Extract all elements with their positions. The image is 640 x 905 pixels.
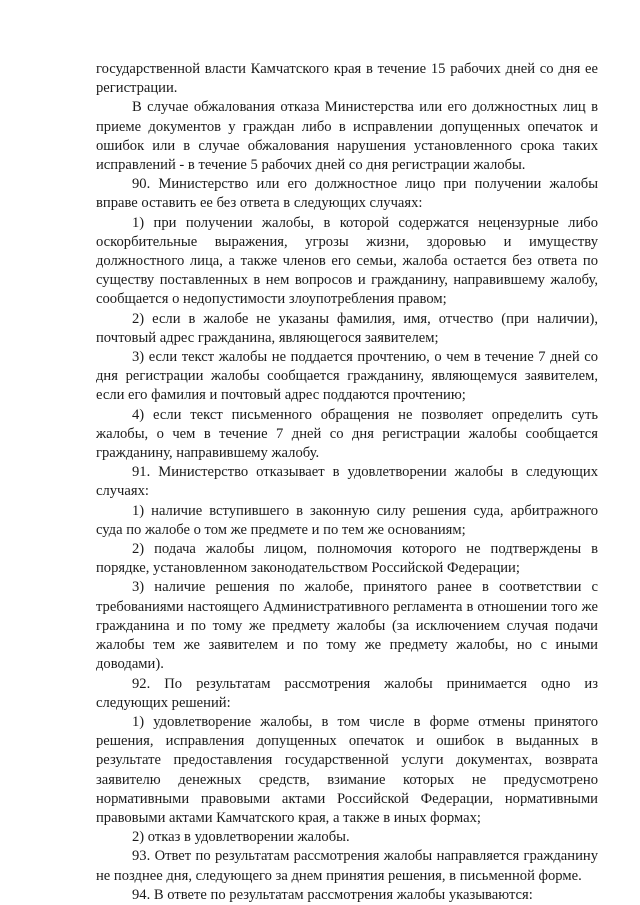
paragraph-91-intro: 91. Министерство отказывает в удовлетворении жалобы в следующих случаях: xyxy=(96,464,598,500)
paragraph-91-item-2: 2) подача жалобы лицом, полномочия которого не подтверждены в порядке, установленном законодательством Российской Федерации; xyxy=(96,541,598,577)
paragraph-92-intro: 92. По результатам рассмотрения жалобы принимается одно из следующих решений: xyxy=(96,675,598,711)
paragraph-90-item-1: 1) при получении жалобы, в которой содержатся нецензурные либо оскорбительные выражения, угрозы жизни, здоровью и имуществу должностного лица, а также членов его семьи, жалоба остается без ответа по существу поставленных в нем вопросов и гражданину, направившему жалобу, сообщается о недопустимости злоупотребления правом; xyxy=(96,214,598,308)
paragraph-regulation-deadline-continued: государственной власти Камчатского края в течение 15 рабочих дней со дня ее регистрации. xyxy=(96,61,598,97)
paragraph-appeal-refusal-deadline: В случае обжалования отказа Министерства или его должностных лиц в приеме документов у граждан либо в исправлении допущенных опечаток и ошибок или в случае обжалования нарушения установленного срока таких исправлений - в течение 5 рабочих дней со дня регистрации жалобы. xyxy=(96,99,598,174)
paragraph-94: 94. В ответе по результатам рассмотрения жалобы указываются: xyxy=(132,886,533,903)
paragraph-90-item-3: 3) если текст жалобы не поддается прочтению, о чем в течение 7 дней со дня регистрации жалобы сообщается гражданину, являющемуся заявителем, если его фамилия и почтовый адрес поддаются прочтению; xyxy=(96,349,598,404)
paragraph-92-item-2: 2) отказ в удовлетворении жалобы. xyxy=(132,829,350,846)
paragraph-90-item-2: 2) если в жалобе не указаны фамилия, имя, отчество (при наличии), почтовый адрес гражданина, являющегося заявителем; xyxy=(96,310,598,346)
paragraph-93: 93. Ответ по результатам рассмотрения жалобы направляется гражданину не позднее дня, следующего за днем принятия решения, в письменной форме. xyxy=(96,848,598,884)
paragraph-91-item-3: 3) наличие решения по жалобе, принятого ранее в соответствии с требованиями настоящего Административного регламента в отношении того же гражданина и по тому же предмету жалобы (за исключением случая подачи жалобы тем же заявителем и по тому же предмету жалобы, но с иными доводами). xyxy=(96,579,598,673)
paragraph-92-item-1: 1) удовлетворение жалобы, в том числе в форме отмены принятого решения, исправления допущенных опечаток и ошибок в выданных в результате предоставления государственной услуги документах, возврата заявителю денежных средств, взимание которых не предусмотрено нормативными правовыми актами Российской Федерации, нормативными правовыми актами Камчатского края, а также в иных формах; xyxy=(96,713,598,826)
paragraph-91-item-1: 1) наличие вступившего в законную силу решения суда, арбитражного суда по жалобе о том же предмете и по тем же основаниям; xyxy=(96,502,598,538)
paragraph-90-intro: 90. Министерство или его должностное лицо при получении жалобы вправе оставить ее без ответа в следующих случаях: xyxy=(96,176,598,212)
paragraph-90-item-4: 4) если текст письменного обращения не позволяет определить суть жалобы, о чем в течение 7 дней со дня регистрации жалобы сообщается гражданину, направившему жалобу. xyxy=(96,406,598,462)
